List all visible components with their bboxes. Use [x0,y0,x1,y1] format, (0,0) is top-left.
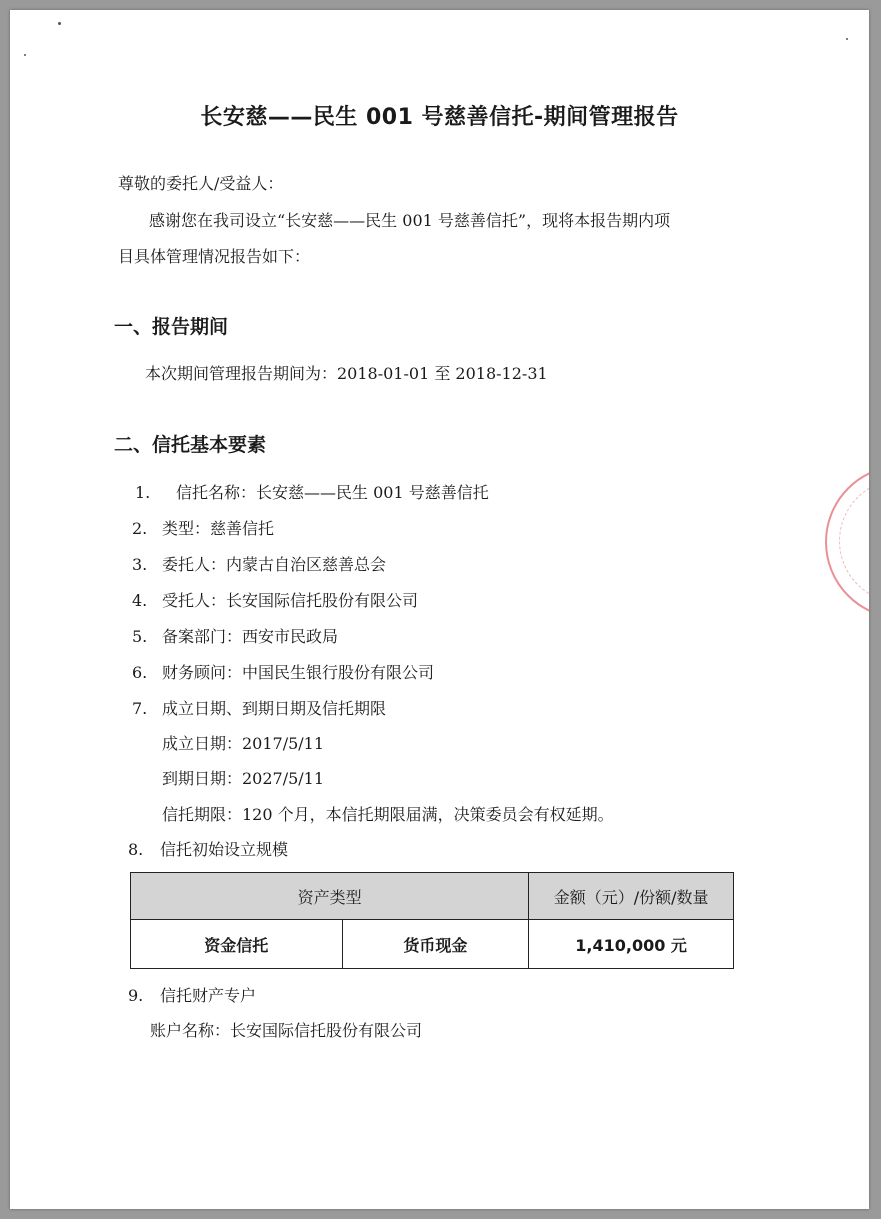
cell-type: 货币现金 [342,920,529,969]
list-item-number: 1. [135,483,151,502]
list-item-number: 6. [132,663,148,682]
intro-line-2: 目具体管理情况报告如下： [118,247,311,266]
scan-speck [58,22,61,25]
table-header-row [131,873,734,920]
document-page [10,10,869,1209]
report-period-text: 本次期间管理报告期间为：2018-01-01 至 2018-12-31 [145,364,548,383]
list-item-number: 2. [132,519,148,538]
scan-speck [24,54,26,56]
cell-amount: 1,410,000 元 [529,920,734,969]
list-item-number: 9. [128,986,144,1005]
list-item-number: 3. [132,555,148,574]
greeting: 尊敬的委托人/受益人： [118,174,284,193]
list-item-number: 7. [132,699,148,718]
company-seal-stamp [825,465,869,619]
initial-scale-table [130,872,734,969]
list-item-number: 8. [128,840,144,859]
list-item-number: 5. [132,627,148,646]
list-item-settlor: 委托人：内蒙古自治区慈善总会 [162,555,387,574]
list-item-trust-name: 信托名称：长安慈——民生 001 号慈善信托 [176,483,489,502]
list-item-filing-dept: 备案部门：西安市民政局 [162,627,339,646]
scan-speck [846,38,848,40]
list-item-initial-scale: 信托初始设立规模 [160,840,289,859]
list-item-trustee: 受托人：长安国际信托股份有限公司 [162,591,419,610]
table-row [131,920,734,969]
account-name: 账户名称：长安国际信托股份有限公司 [150,1021,423,1040]
established-date: 成立日期：2017/5/11 [162,734,325,753]
header-amount: 金额（元）/份额/数量 [529,873,734,920]
section-heading-period: 一、报告期间 [114,316,229,338]
intro-line-1: 感谢您在我司设立“长安慈——民生 001 号慈善信托”，现将本报告期内项 [149,211,671,230]
list-item-dates: 成立日期、到期日期及信托期限 [162,699,387,718]
cell-category: 资金信托 [131,920,343,969]
list-item-financial-advisor: 财务顾问：中国民生银行股份有限公司 [162,663,435,682]
list-item-type: 类型：慈善信托 [162,519,275,538]
expiry-date: 到期日期：2027/5/11 [162,769,325,788]
trust-term: 信托期限：120 个月，本信托期限届满，决策委员会有权延期。 [162,805,614,824]
list-item-number: 4. [132,591,148,610]
header-asset-type: 资产类型 [131,873,529,920]
section-heading-elements: 二、信托基本要素 [114,434,267,456]
document-title: 长安慈——民生 001 号慈善信托-期间管理报告 [200,105,679,130]
list-item-account: 信托财产专户 [160,986,257,1005]
